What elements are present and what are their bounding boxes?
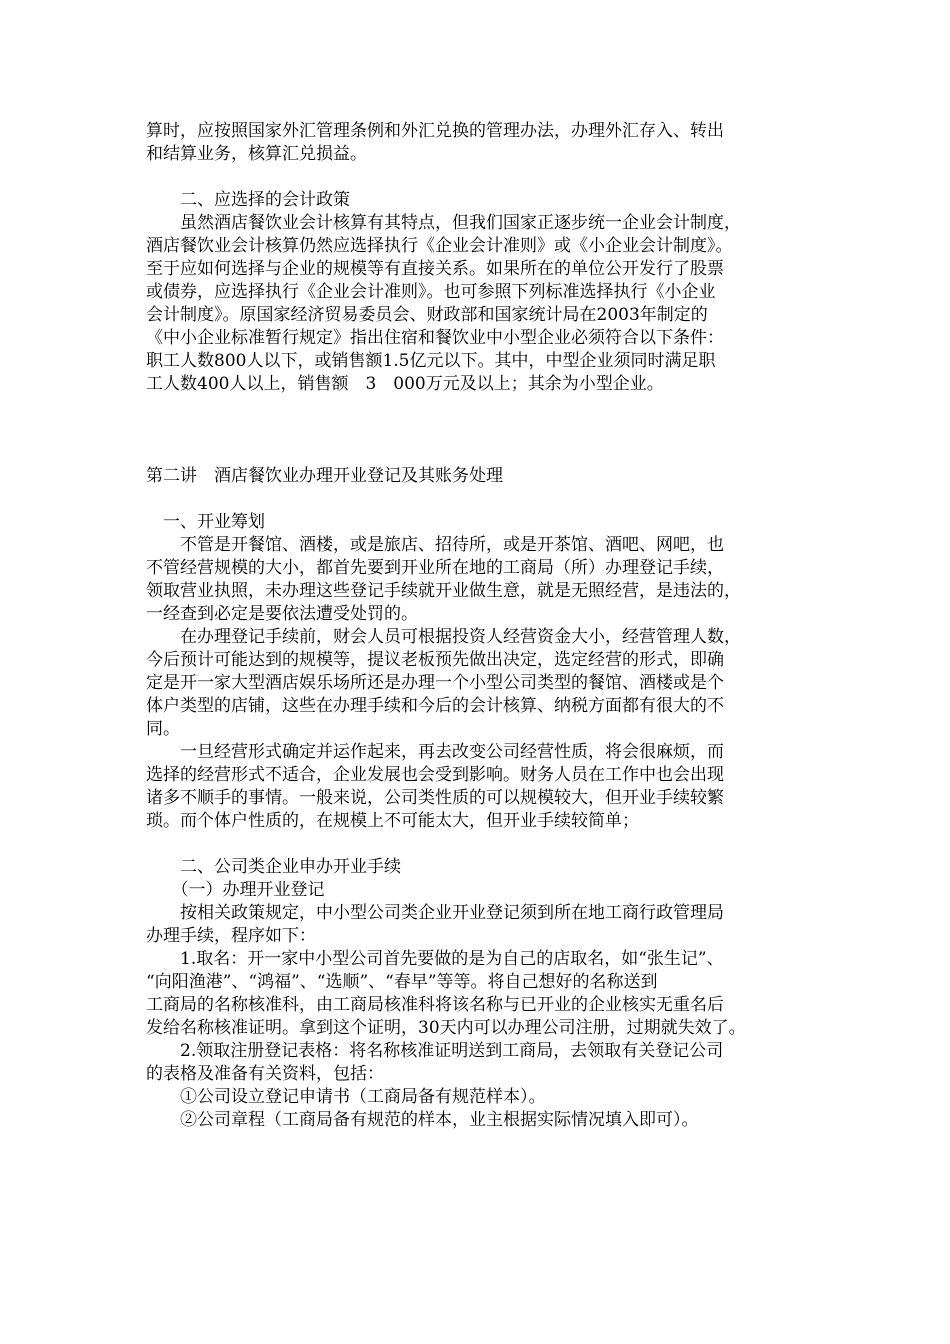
text-line: 虽然酒店餐饮业会计核算有其特点，但我们国家正逐步统一企业会计制度， (146, 213, 741, 233)
text-line: 工商局的名称核准科，由工商局核准科将该名称与已开业的企业核实无重名后 (146, 995, 724, 1015)
text-line: 和结算业务，核算汇兑损益。 (146, 144, 367, 164)
spacer (146, 396, 816, 465)
text-line: 琐。而个体户性质的，在规模上不可能太大，但开业手续较简单； (146, 811, 639, 831)
text-line: 算时，应按照国家外汇管理条例和外汇兑换的管理办法，办理外汇存入、转出 (146, 121, 724, 141)
spacer (146, 488, 816, 511)
text-line: 选择的经营形式不适合，企业发展也会受到影响。财务人员在工作中也会出现 (146, 765, 724, 785)
text-line: 不管是开餐馆、酒楼，或是旅店、招待所，或是开茶馆、酒吧、网吧，也 (146, 535, 724, 555)
paragraph-company (146, 879, 816, 1132)
text-line: 定是开一家大型酒店娱乐场所还是办理一个小型公司类型的餐馆、酒楼或是个 (146, 673, 724, 693)
text-line: 工人数400人以上，销售额 3 000万元及以上；其余为小型企业。 (146, 374, 664, 394)
text-line: 体户类型的店铺，这些在办理手续和今后的会计核算、纳税方面都有很大的不 (146, 696, 724, 716)
text-line: 至于应如何选择与企业的规模等有直接关系。如果所在的单位公开发行了股票 (146, 259, 724, 279)
text-line: 的表格及准备有关资料，包括： (146, 1064, 384, 1084)
text-line: 领取营业执照，未办理这些登记手续就开业做生意，就是无照经营，是违法的， (146, 581, 741, 601)
text-line: 在办理登记手续前，财会人员可根据投资人经营资金大小，经营管理人数， (146, 627, 741, 647)
text-line: 职工人数800人以下，或销售额1.5亿元以下。其中，中型企业须同时满足职 (146, 351, 716, 371)
text-line: 2.领取注册登记表格：将名称核准证明送到工商局，去领取有关登记公司 (146, 1041, 724, 1061)
text-line: 今后预计可能达到的规模等，提议老板预先做出决定，选定经营的形式，即确 (146, 650, 724, 670)
text-line: 诸多不顺手的事情。一般来说，公司类性质的可以规模较大，但开业手续较繁 (146, 788, 724, 808)
spacer (146, 166, 816, 189)
text-line: 按相关政策规定，中小型公司类企业开业登记须到所在地工商行政管理局 (146, 903, 724, 923)
spacer (146, 833, 816, 856)
text-line: 办理手续，程序如下： (146, 926, 316, 946)
text-line: 不管经营规模的大小，都首先要到开业所在地的工商局（所）办理登记手续， (146, 558, 724, 578)
section-heading-planning: 一、开业筹划 (146, 512, 265, 532)
text-line: 1.取名：开一家中小型公司首先要做的是为自己的店取名，如“张生记”、 (146, 949, 724, 969)
subsection-heading: （一）办理开业登记 (146, 880, 325, 900)
text-line: 同。 (146, 719, 180, 739)
text-line: 一经查到必定是要依法遭受处罚的。 (146, 604, 418, 624)
list-item: ②公司章程（工商局备有规范的样本，业主根据实际情况填入即可）。 (146, 1110, 699, 1130)
text-line: 会计制度》。原国家经济贸易委员会、财政部和国家统计局在2003年制定的 (146, 305, 708, 325)
paragraph-policy (146, 212, 816, 396)
text-line: 《中小企业标准暂行规定》指出住宿和餐饮业中小型企业必须符合以下条件： (146, 328, 724, 348)
paragraph-planning (146, 534, 816, 833)
text-line: “向阳渔港”、“鸿福”、“选顺”、“春早”等等。将自己想好的名称送到 (146, 972, 658, 992)
list-item: ①公司设立登记申请书（工商局备有规范样本）。 (146, 1087, 546, 1107)
document-page (146, 120, 816, 1132)
paragraph-forex (146, 120, 816, 166)
text-line: 一旦经营形式确定并运作起来，再去改变公司经营性质，将会很麻烦，而 (146, 742, 724, 762)
text-line: 或债券，应选择执行《企业会计准则》。也可参照下列标准选择执行《小企业 (146, 282, 716, 302)
text-line: 发给名称核准证明。拿到这个证明，30天内可以办理公司注册，过期就失效了。 (146, 1018, 746, 1038)
section-heading-policy: 二、应选择的会计政策 (146, 190, 350, 210)
section-heading-company: 二、公司类企业申办开业手续 (146, 857, 401, 877)
lecture-title: 第二讲 酒店餐饮业办理开业登记及其账务处理 (146, 466, 503, 486)
text-line: 酒店餐饮业会计核算仍然应选择执行《企业会计准则》或《小企业会计制度》。 (146, 236, 733, 256)
